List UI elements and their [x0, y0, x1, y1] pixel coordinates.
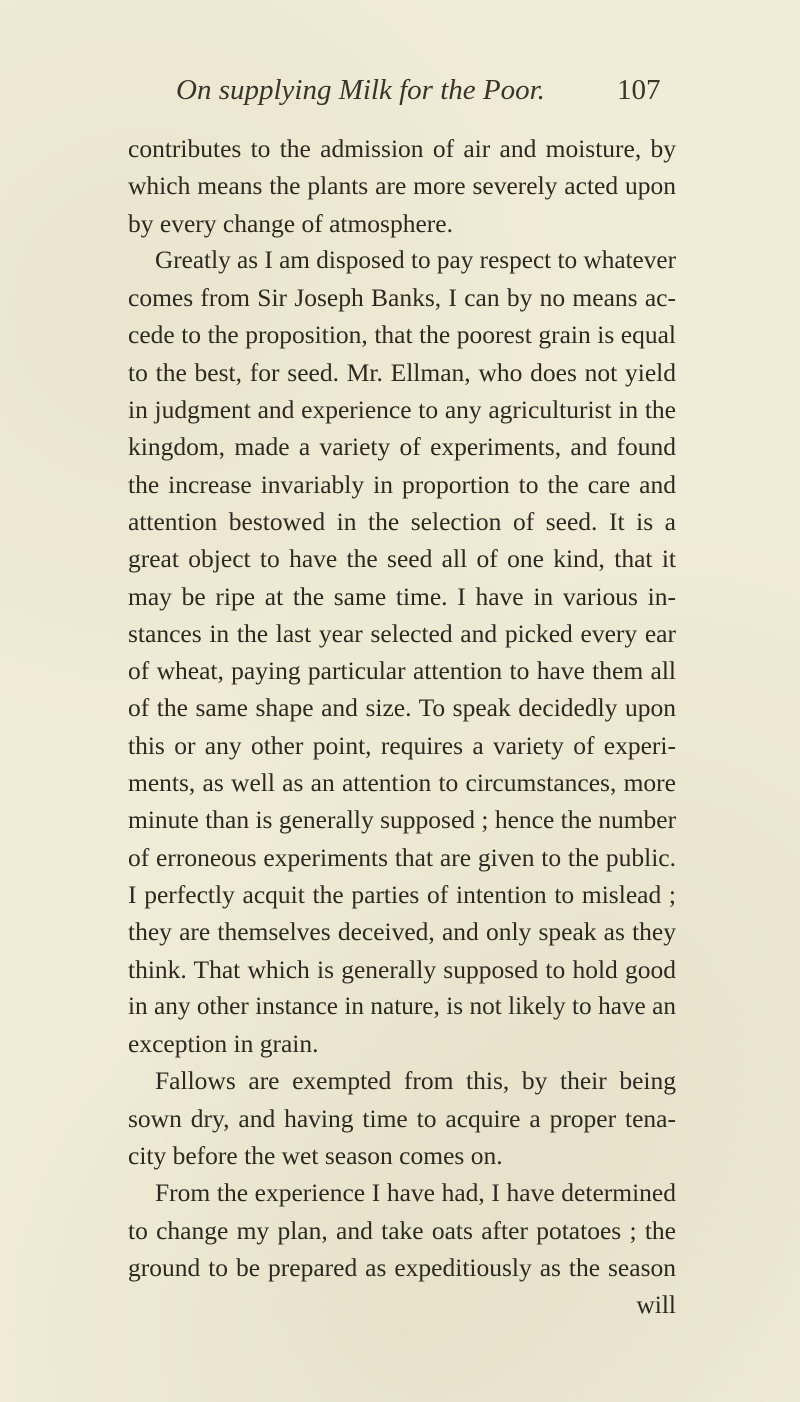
text-line: ground to be prepared as expeditiously as the season: [128, 1252, 676, 1282]
text-line: the increase invariably in proportion to the care and: [128, 469, 676, 499]
text-line: of the same shape and size. To speak decidedly upon: [128, 693, 676, 723]
text-line: attention bestowed in the selection of seed. It is a: [128, 506, 676, 536]
text-line: they are themselves deceived, and only speak as they: [128, 917, 676, 947]
text-line: of erroneous experiments that are given to the public.: [128, 842, 676, 872]
text-line: Fallows are exempted from this, by their being: [155, 1066, 676, 1096]
text-line: contributes to the admission of air and moisture, by: [128, 134, 676, 163]
text-line: minute than is generally supposed ; hence the number: [128, 805, 677, 835]
text-line: which means the plants are more severely acted upon: [128, 171, 676, 201]
text-line: I perfectly acquit the parties of intention to mislead ;: [128, 879, 676, 909]
text-line: From the experience I have had, I have determined: [155, 1178, 676, 1208]
text-line: ments, as well as an attention to circumstances, more: [128, 768, 676, 798]
text-line: great object to have the seed all of one kind, that it: [128, 544, 676, 574]
text-line: in any other instance in nature, is not likely to have an: [128, 991, 676, 1020]
text-line: city before the wet season comes on.: [128, 1141, 503, 1171]
running-head: [0, 70, 800, 110]
text-line: think. That which is generally supposed to hold good: [128, 954, 676, 984]
text-line: may be ripe at the same time. I have in various in-: [128, 581, 676, 611]
text-line: to change my plan, and take oats after potatoes ; the: [128, 1215, 676, 1245]
running-title: On supplying Milk for the Poor.: [176, 74, 545, 106]
text-line: in judgment and experience to any agriculturist in the: [128, 395, 676, 425]
text-line: kingdom, made a variety of experiments, and found: [128, 432, 676, 462]
text-line: sown dry, and having time to acquire a proper tena-: [128, 1103, 676, 1133]
page-number: 107: [617, 74, 661, 106]
body-text: [128, 130, 676, 1324]
text-line: stances in the last year selected and picked every ear: [128, 618, 676, 648]
text-line: Greatly as I am disposed to pay respect to whatever: [155, 245, 676, 274]
catchword: will: [636, 1290, 676, 1320]
text-line: comes from Sir Joseph Banks, I can by no means ac-: [128, 283, 676, 313]
text-line: of wheat, paying particular attention to have them all: [128, 656, 676, 686]
text-line: by every change of atmosphere.: [128, 208, 453, 238]
text-line: exception in grain.: [128, 1029, 319, 1059]
text-line: this or any other point, requires a variety of experi-: [128, 730, 676, 760]
text-line: cede to the proposition, that the poorest grain is equal: [128, 320, 676, 350]
text-line: to the best, for seed. Mr. Ellman, who does not yield: [128, 357, 676, 387]
